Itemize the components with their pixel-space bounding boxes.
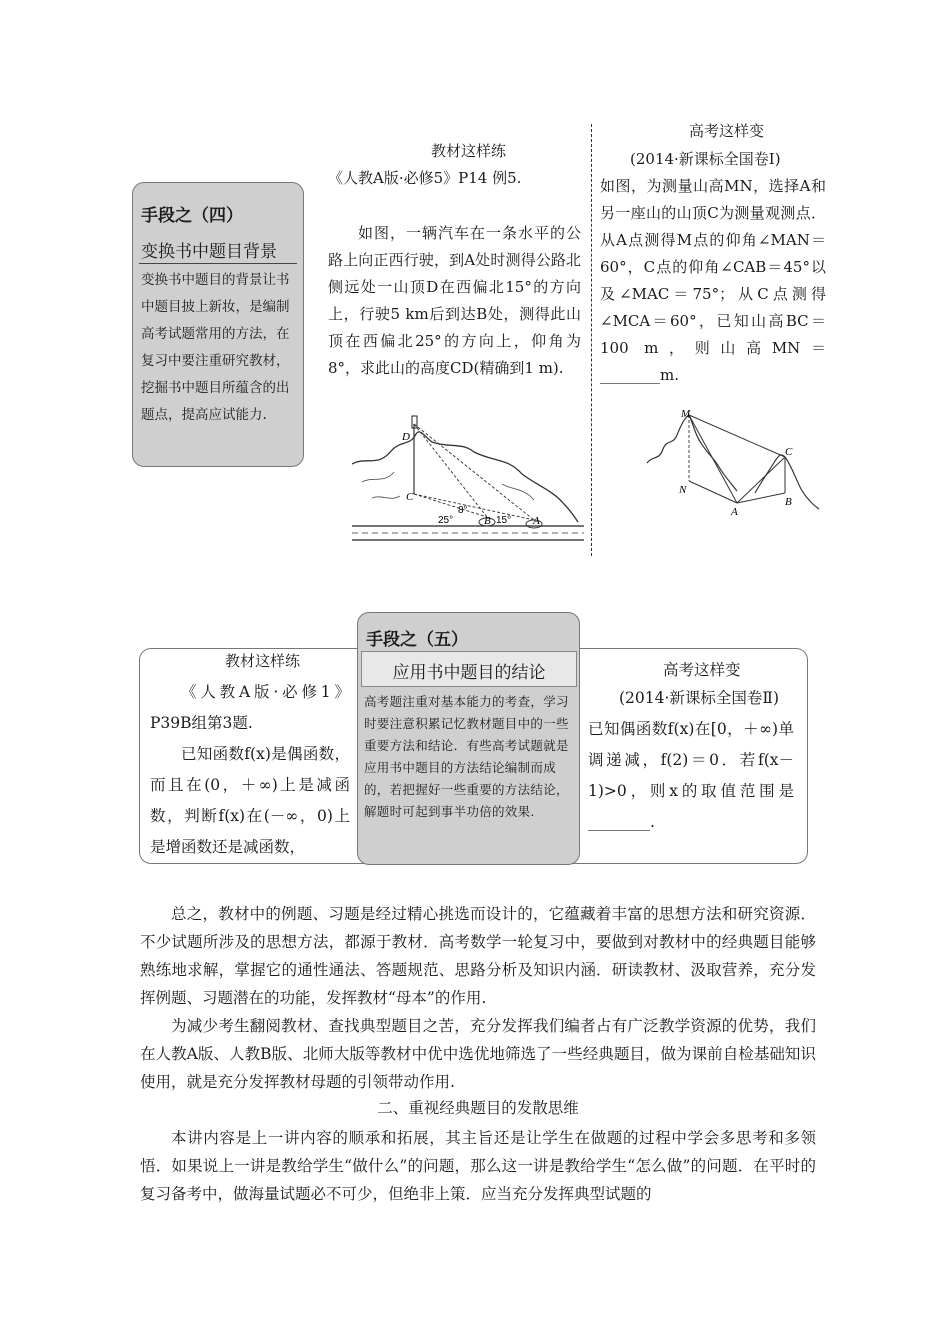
label-angle-25: 25°	[438, 515, 454, 526]
label-A: A	[533, 515, 540, 527]
label-B: B	[484, 515, 491, 527]
section4-column-divider	[591, 124, 592, 556]
section5-method-box	[357, 612, 580, 865]
section5-textbook-source: 《人教A版·必修1》P39B组第3题.	[150, 683, 350, 732]
label-B: B	[785, 496, 792, 508]
body-paragraphs	[140, 900, 816, 1096]
section4-textbook-source: 《人教A版·必修5》P14 例5.	[328, 169, 522, 187]
section4-method-box	[132, 182, 304, 467]
section5-exam-problem: 已知偶函数f(x)在[0，＋∞)单调递减，f(2)＝0．若f(x－1)>0，则x的取值范围是________.	[588, 720, 794, 831]
section5-subtitle-bar	[361, 651, 577, 687]
section-heading-2: 二、重视经典题目的发散思维	[377, 1099, 579, 1117]
section4-exam-figure	[645, 405, 825, 517]
body-paragraphs-2	[140, 1124, 816, 1208]
section5-exam-source: (2014·新课标全国卷Ⅱ)	[619, 689, 780, 707]
line-MC	[689, 415, 785, 457]
section5-textbook-problem: 已知函数f(x)是偶函数，而且在(0，＋∞)上是减函数，判断f(x)在(－∞，0)上是增函数还是减函数，	[150, 745, 350, 856]
label-A: A	[731, 506, 738, 517]
section4-divider-line	[139, 263, 297, 264]
section4-description: 变换书中题目的背景让书中题目披上新妆，是编制高考试题常用的方法，在复习中要注重研究教材，挖掘书中题目所蕴含的出题点，提高应试能力.	[141, 272, 290, 423]
section4-textbook-heading: 教材这样练	[431, 142, 507, 160]
section5-title: 手段之（五）	[366, 630, 468, 650]
label-angle-15: 15°	[496, 515, 512, 526]
section4-textbook-figure	[352, 412, 584, 544]
section4-subtitle: 变换书中题目背景	[141, 242, 277, 262]
body-paragraph-3: 本讲内容是上一讲内容的顺承和拓展，其主旨还是让学生在做题的过程中学会多思考和多领悟．如果说上一讲是教给学生“做什么”的问题，那么这一讲是教给学生“怎么做”的问题．在平时的复习备考中，做海量试题必不可少，但绝非上策．应当充分发挥典型试题的	[140, 1129, 816, 1203]
line-MA	[689, 415, 737, 503]
section5-description: 高考题注重对基本能力的考查，学习时要注意积累记忆教材题目中的一些重要方法和结论．有些高考试题就是应用书中题目的方法结论编制而成的，若把握好一些重要的方法结论，解题时可起到事半功倍的效果.	[364, 694, 569, 819]
line-AB	[737, 493, 785, 503]
section4-exam-heading: 高考这样变	[689, 122, 765, 140]
section4-title: 手段之（四）	[141, 206, 243, 226]
label-angle-8: 8°	[458, 505, 468, 516]
section5-textbook-heading: 教材这样练	[225, 652, 301, 670]
section4-exam-problem: 如图，为测量山高MN，选择A和另一座山的山顶C为测量观测点．从A点测得M点的仰角∠MAN＝60°，C点的仰角∠CAB＝45°以及∠MAC＝75°；从C点测得∠MCA＝60°，已知山高BC＝100 m，则山高MN＝________m.	[600, 177, 826, 384]
section4-exam-block	[600, 146, 826, 389]
section4-textbook-problem: 如图，一辆汽车在一条水平的公路上向正西行驶，到A处时测得公路北侧远处一山顶D在西偏北15°的方向上，行驶5 km后到达B处，测得此山顶在西偏北25°的方向上，仰角为8°，求此山的高度CD(精确到1 m).	[328, 224, 581, 377]
label-D: D	[402, 431, 410, 443]
label-C: C	[785, 446, 793, 458]
sight-line-DA	[414, 424, 534, 520]
body-paragraph-2: 为减少考生翻阅教材、查找典型题目之苦，充分发挥我们编者占有广泛教学资源的优势，我们在人教A版、人教B版、北师大版等教材中优中选优地筛选了一些经典题目，做为课前自检基础知识使用，就是充分发挥教材母题的引领带动作用.	[140, 1017, 816, 1091]
ground-line-CB	[414, 494, 487, 517]
label-C: C	[406, 491, 414, 503]
section5-exam-block	[588, 683, 794, 838]
section5-subtitle: 应用书中题目的结论	[392, 663, 546, 683]
peak-M-outline	[647, 415, 737, 491]
line-NA	[689, 481, 737, 503]
section4-exam-source: (2014·新课标全国卷Ⅰ)	[630, 150, 781, 168]
line-AC	[737, 457, 785, 503]
ground-line-CA	[414, 494, 534, 520]
section5-textbook-block	[150, 677, 350, 863]
section5-exam-heading: 高考这样变	[663, 661, 741, 679]
body-paragraph-1: 总之，教材中的例题、习题是经过精心挑选而设计的，它蕴藏着丰富的思想方法和研究资源．不少试题所涉及的思想方法，都源于教材．高考数学一轮复习中，要做到对教材中的经典题目能够熟练地求解，掌握它的通性通法、答题规范、思路分析及知识内涵．研读教材、汲取营养，充分发挥例题、习题潜在的功能，发挥教材“母本”的作用.	[140, 905, 816, 1007]
mountain-shading	[362, 472, 534, 500]
label-M: M	[681, 408, 691, 420]
sight-line-DB	[414, 424, 487, 517]
label-N: N	[679, 484, 687, 496]
